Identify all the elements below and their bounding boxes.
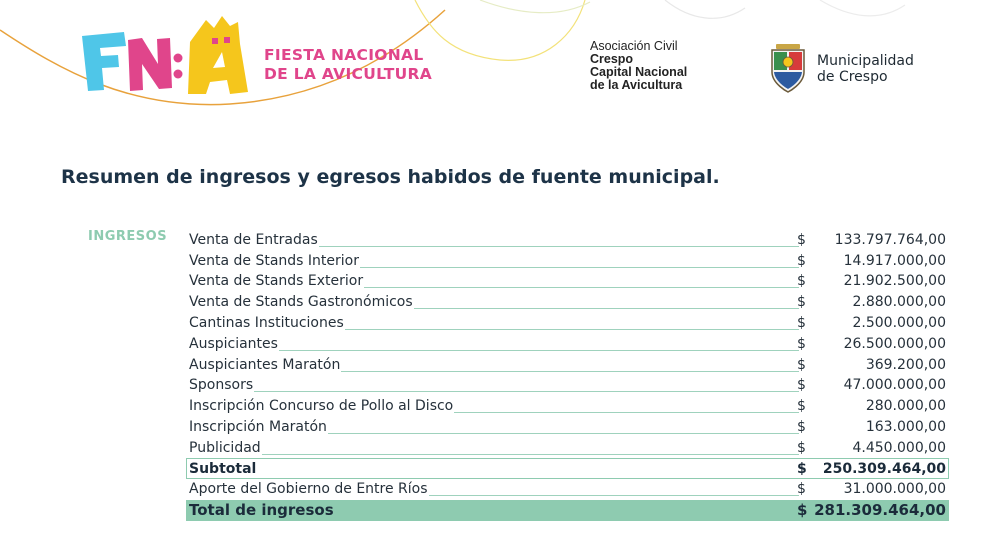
leader-line xyxy=(189,350,799,351)
table-row xyxy=(186,228,949,249)
row-label: Inscripción Maratón xyxy=(189,418,327,435)
row-label: Venta de Stands Interior xyxy=(189,252,359,269)
asociacion-line3: Capital Nacional xyxy=(590,65,688,79)
subtotal-row xyxy=(186,457,949,478)
aporte-amount: 31.000.000,00 xyxy=(843,481,946,498)
row-label: Publicidad xyxy=(189,439,261,456)
currency-symbol: $ xyxy=(797,418,806,435)
currency-symbol: $ xyxy=(797,501,808,520)
currency-symbol: $ xyxy=(797,439,806,456)
asociacion-line4: de la Avicultura xyxy=(590,78,683,92)
municipalidad-block xyxy=(817,53,914,85)
municipalidad-line1: Municipalidad xyxy=(817,53,914,69)
heading-strong: Resumen de ingresos y egresos xyxy=(61,166,401,188)
currency-symbol: $ xyxy=(797,377,806,394)
row-label: Auspiciantes Maratón xyxy=(189,356,341,373)
asociacion-line1: Asociación Civil xyxy=(590,39,678,53)
row-label: Sponsors xyxy=(189,377,254,394)
total-amount: 281.309.464,00 xyxy=(814,501,946,520)
row-amount: 14.917.000,00 xyxy=(843,252,946,269)
asociacion-civil-block xyxy=(590,40,687,92)
table-row xyxy=(186,332,949,353)
table-row xyxy=(186,374,949,395)
row-label: Venta de Stands Exterior xyxy=(189,273,364,290)
total-row xyxy=(186,498,949,519)
leader-line xyxy=(189,391,799,392)
fna-title-line1: FIESTA NACIONAL xyxy=(264,46,424,64)
total-label: Total de ingresos xyxy=(189,501,334,520)
row-label: Auspiciantes xyxy=(189,335,278,352)
subtotal-label: Subtotal xyxy=(189,460,257,477)
fna-title-line2: DE LA AVICULTURA xyxy=(264,65,432,83)
row-label: Cantinas Instituciones xyxy=(189,314,344,331)
aporte-row xyxy=(186,478,949,499)
row-amount: 2.880.000,00 xyxy=(852,294,946,311)
currency-symbol: $ xyxy=(797,398,806,415)
leader-line xyxy=(189,454,799,455)
row-label: Venta de Stands Gastronómicos xyxy=(189,294,413,311)
table-row xyxy=(186,249,949,270)
row-amount: 133.797.764,00 xyxy=(834,231,946,248)
aporte-label: Aporte del Gobierno de Entre Ríos xyxy=(189,481,428,498)
row-amount: 4.450.000,00 xyxy=(852,439,946,456)
table-row xyxy=(186,311,949,332)
row-amount: 2.500.000,00 xyxy=(852,314,946,331)
table-row xyxy=(186,436,949,457)
row-label: Venta de Entradas xyxy=(189,231,318,248)
currency-symbol: $ xyxy=(797,252,806,269)
row-amount: 369.200,00 xyxy=(865,356,946,373)
currency-symbol: $ xyxy=(797,356,806,373)
fna-title xyxy=(264,46,432,84)
municipalidad-line2: de Crespo xyxy=(817,69,888,85)
currency-symbol: $ xyxy=(797,460,807,477)
table-row xyxy=(186,353,949,374)
table-row xyxy=(186,415,949,436)
currency-symbol: $ xyxy=(797,231,806,248)
row-label: Inscripción Concurso de Pollo al Disco xyxy=(189,398,454,415)
asociacion-line2: Crespo xyxy=(590,52,634,66)
row-amount: 163.000,00 xyxy=(865,418,946,435)
subtotal-amount: 250.309.464,00 xyxy=(822,460,946,477)
row-amount: 280.000,00 xyxy=(865,398,946,415)
heading-rest: habidos de fuente municipal. xyxy=(400,166,720,188)
currency-symbol: $ xyxy=(797,294,806,311)
currency-symbol: $ xyxy=(797,481,806,498)
table-row xyxy=(186,270,949,291)
fna-logo-icon xyxy=(78,12,254,96)
page-heading xyxy=(61,166,720,188)
table-row xyxy=(186,290,949,311)
row-amount: 21.902.500,00 xyxy=(843,273,946,290)
row-amount: 47.000.000,00 xyxy=(843,377,946,394)
row-amount: 26.500.000,00 xyxy=(843,335,946,352)
currency-symbol: $ xyxy=(797,314,806,331)
section-label-ingresos: INGRESOS xyxy=(88,229,168,244)
ingresos-table xyxy=(186,228,949,519)
table-row xyxy=(186,394,949,415)
municipal-crest-icon xyxy=(768,42,808,94)
currency-symbol: $ xyxy=(797,335,806,352)
currency-symbol: $ xyxy=(797,273,806,290)
